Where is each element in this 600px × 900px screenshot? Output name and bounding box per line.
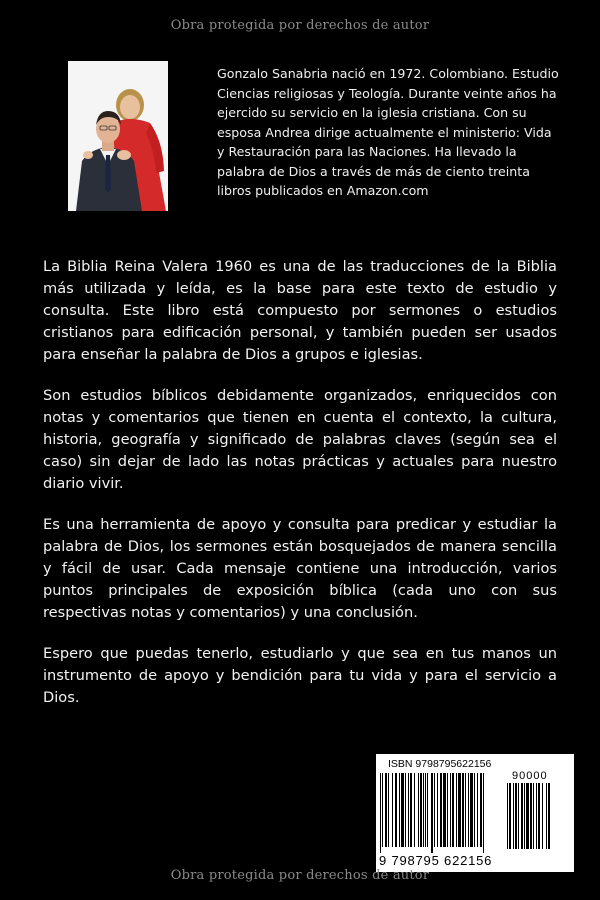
- barcode-addon-number: 90000: [512, 770, 548, 782]
- barcode-bar: [546, 783, 547, 849]
- barcode-bar: [513, 783, 514, 849]
- barcode-bar: [518, 783, 519, 849]
- addon-barcode-bars: [507, 783, 567, 853]
- barcode-bar: [405, 773, 406, 847]
- barcode-bar: [418, 773, 419, 847]
- barcode-bar: [385, 773, 387, 847]
- barcode-bar: [477, 773, 478, 847]
- barcode-bar: [414, 773, 415, 847]
- barcode-bar: [456, 773, 457, 847]
- barcode-bar: [548, 783, 550, 849]
- barcode-bar: [423, 773, 424, 847]
- barcode-bar: [474, 773, 475, 847]
- barcode-bar: [392, 773, 393, 847]
- author-photo: [68, 61, 168, 211]
- barcode-bar: [425, 773, 426, 847]
- description-paragraph-4: Espero que puedas tenerlo, estudiarlo y que sea en tus manos un instrumento de apoyo y bendición para tu vida y para el servicio a Dios.: [43, 645, 557, 706]
- barcode-bar: [470, 773, 473, 847]
- barcode-bar: [452, 773, 454, 847]
- barcode-bar: [395, 773, 397, 847]
- ean-number: 9 798795 622156: [379, 853, 493, 868]
- barcode-bar: [524, 783, 525, 849]
- barcode-bar: [447, 773, 448, 847]
- description-paragraph-2: Son estudios bíblicos debidamente organizados, enriquecidos con notas y comentarios que tienen en cuenta el contexto, la cultura, historia, geografía y significado de palabras claves (según sea el caso) sin dejar de lado las notas prácticas y actuales para nuestro diario vivir.: [43, 387, 557, 492]
- barcode-bar: [431, 773, 433, 853]
- barcode-bar: [380, 773, 381, 853]
- isbn-label: ISBN 9798795622156: [388, 758, 492, 770]
- barcode-bar: [483, 773, 484, 853]
- barcode-bar: [388, 773, 389, 847]
- barcode-bar: [408, 773, 409, 847]
- barcode-bar: [410, 773, 412, 847]
- barcode-bar: [526, 783, 529, 849]
- barcode-bar: [507, 783, 508, 849]
- barcode-bar: [530, 783, 532, 849]
- barcode-bar: [437, 773, 438, 847]
- barcode-bar: [440, 773, 442, 847]
- description-paragraph-1: La Biblia Reina Valera 1960 es una de las traducciones de la Biblia más utilizada y leída, es la base para este texto de estudio y consulta. Este libro está compuesto por sermones o estudios cristianos para edificación personal, y también pueden ser usados para enseñar la palabra de Dios a grupos e iglesias.: [43, 258, 557, 363]
- copyright-watermark-bottom: Obra protegida por derechos de autor: [170, 868, 430, 883]
- description-paragraph-3: Es una herramienta de apoyo y consulta para predicar y estudiar la palabra de Dios, los sermones están bosquejados de manera sencilla y fácil de usar. Cada mensaje contiene una introducción, varios puntos principales de exposición bíblica (cada uno con sus respectivas notas y comentarios) y una conclusión.: [43, 516, 557, 621]
- barcode-bar: [427, 773, 428, 847]
- back-cover-description: [43, 256, 557, 728]
- barcode-bar: [420, 773, 422, 847]
- barcode-bar: [480, 773, 482, 847]
- author-bio: Gonzalo Sanabria nació en 1972. Colombiano. Estudio Ciencias religiosas y Teología. Durante veinte años ha ejercido su servicio en la iglesia cristiana. Con su esposa Andrea dirige actualmente el ministerio: Vida y Restauración para las Naciones. Ha llevado la palabra de Dios a través de más de ciento treinta libros publicados en Amazon.com: [217, 66, 559, 198]
- ean-barcode-bars: [380, 773, 505, 853]
- barcode-bar: [382, 773, 383, 847]
- barcode-bar: [521, 783, 523, 849]
- barcode-bar: [450, 773, 451, 847]
- barcode-bar: [542, 783, 543, 849]
- isbn-barcode: [376, 754, 574, 872]
- barcode-bar: [536, 783, 537, 849]
- barcode-bar: [538, 783, 540, 849]
- barcode-bar: [399, 773, 400, 847]
- barcode-bar: [401, 773, 404, 847]
- barcode-bar: [515, 783, 517, 849]
- barcode-bar: [434, 773, 435, 847]
- barcode-bar: [468, 773, 469, 847]
- barcode-bar: [458, 773, 461, 847]
- barcode-bar: [462, 773, 464, 847]
- barcode-bar: [443, 773, 446, 847]
- barcode-bar: [509, 783, 511, 849]
- barcode-bar: [465, 773, 466, 847]
- barcode-bar: [533, 783, 534, 849]
- copyright-watermark-top: Obra protegida por derechos de autor: [170, 18, 430, 33]
